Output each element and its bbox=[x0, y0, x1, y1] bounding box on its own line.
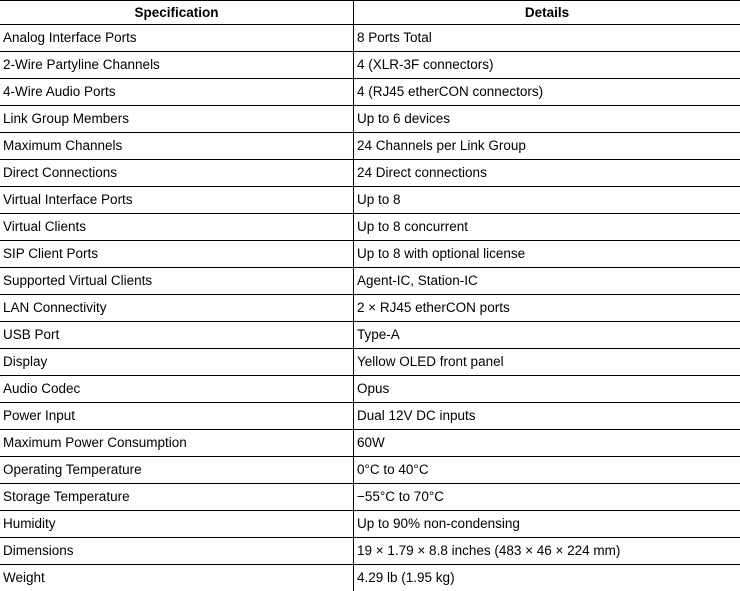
details-cell: 4.29 lb (1.95 kg) bbox=[354, 565, 740, 591]
table-header-row bbox=[0, 1, 740, 25]
details-cell: 0°C to 40°C bbox=[354, 457, 740, 484]
table-row bbox=[0, 79, 740, 106]
spec-cell: Virtual Clients bbox=[0, 214, 354, 241]
spec-cell: SIP Client Ports bbox=[0, 241, 354, 268]
table-row bbox=[0, 403, 740, 430]
spec-cell: Audio Codec bbox=[0, 376, 354, 403]
table-row bbox=[0, 52, 740, 79]
spec-cell: Maximum Channels bbox=[0, 133, 354, 160]
spec-cell: Display bbox=[0, 349, 354, 376]
table-row bbox=[0, 376, 740, 403]
details-cell: 60W bbox=[354, 430, 740, 457]
spec-cell: LAN Connectivity bbox=[0, 295, 354, 322]
spec-cell: USB Port bbox=[0, 322, 354, 349]
spec-cell: Maximum Power Consumption bbox=[0, 430, 354, 457]
details-cell: 24 Channels per Link Group bbox=[354, 133, 740, 160]
spec-cell: 2-Wire Partyline Channels bbox=[0, 52, 354, 79]
table-row bbox=[0, 187, 740, 214]
spec-cell: Direct Connections bbox=[0, 160, 354, 187]
table-row bbox=[0, 565, 740, 591]
header-details: Details bbox=[354, 1, 740, 25]
details-cell: Type-A bbox=[354, 322, 740, 349]
details-cell: Up to 8 with optional license bbox=[354, 241, 740, 268]
details-cell: Opus bbox=[354, 376, 740, 403]
table-row bbox=[0, 538, 740, 565]
details-cell: Up to 6 devices bbox=[354, 106, 740, 133]
table-row bbox=[0, 430, 740, 457]
table-row bbox=[0, 349, 740, 376]
table-row bbox=[0, 322, 740, 349]
details-cell: Up to 90% non-condensing bbox=[354, 511, 740, 538]
details-cell: −55°C to 70°C bbox=[354, 484, 740, 511]
details-cell: 24 Direct connections bbox=[354, 160, 740, 187]
details-cell: 4 (XLR-3F connectors) bbox=[354, 52, 740, 79]
table-row bbox=[0, 214, 740, 241]
table-row bbox=[0, 160, 740, 187]
table-row bbox=[0, 106, 740, 133]
details-cell: 2 × RJ45 etherCON ports bbox=[354, 295, 740, 322]
table-row bbox=[0, 241, 740, 268]
table-row bbox=[0, 457, 740, 484]
table-row bbox=[0, 295, 740, 322]
spec-cell: 4-Wire Audio Ports bbox=[0, 79, 354, 106]
details-cell: Dual 12V DC inputs bbox=[354, 403, 740, 430]
details-cell: Agent-IC, Station-IC bbox=[354, 268, 740, 295]
spec-cell: Supported Virtual Clients bbox=[0, 268, 354, 295]
spec-cell: Humidity bbox=[0, 511, 354, 538]
details-cell: 19 × 1.79 × 8.8 inches (483 × 46 × 224 mm) bbox=[354, 538, 740, 565]
table-row bbox=[0, 268, 740, 295]
spec-cell: Power Input bbox=[0, 403, 354, 430]
spec-cell: Dimensions bbox=[0, 538, 354, 565]
spec-cell: Virtual Interface Ports bbox=[0, 187, 354, 214]
spec-cell: Storage Temperature bbox=[0, 484, 354, 511]
spec-cell: Link Group Members bbox=[0, 106, 354, 133]
table-row bbox=[0, 484, 740, 511]
details-cell: 8 Ports Total bbox=[354, 25, 740, 52]
table-row bbox=[0, 25, 740, 52]
header-specification: Specification bbox=[0, 1, 354, 25]
details-cell: Up to 8 concurrent bbox=[354, 214, 740, 241]
table-row bbox=[0, 511, 740, 538]
spec-cell: Operating Temperature bbox=[0, 457, 354, 484]
details-cell: 4 (RJ45 etherCON connectors) bbox=[354, 79, 740, 106]
details-cell: Yellow OLED front panel bbox=[354, 349, 740, 376]
spec-cell: Analog Interface Ports bbox=[0, 25, 354, 52]
table-row bbox=[0, 133, 740, 160]
details-cell: Up to 8 bbox=[354, 187, 740, 214]
spec-cell: Weight bbox=[0, 565, 354, 591]
